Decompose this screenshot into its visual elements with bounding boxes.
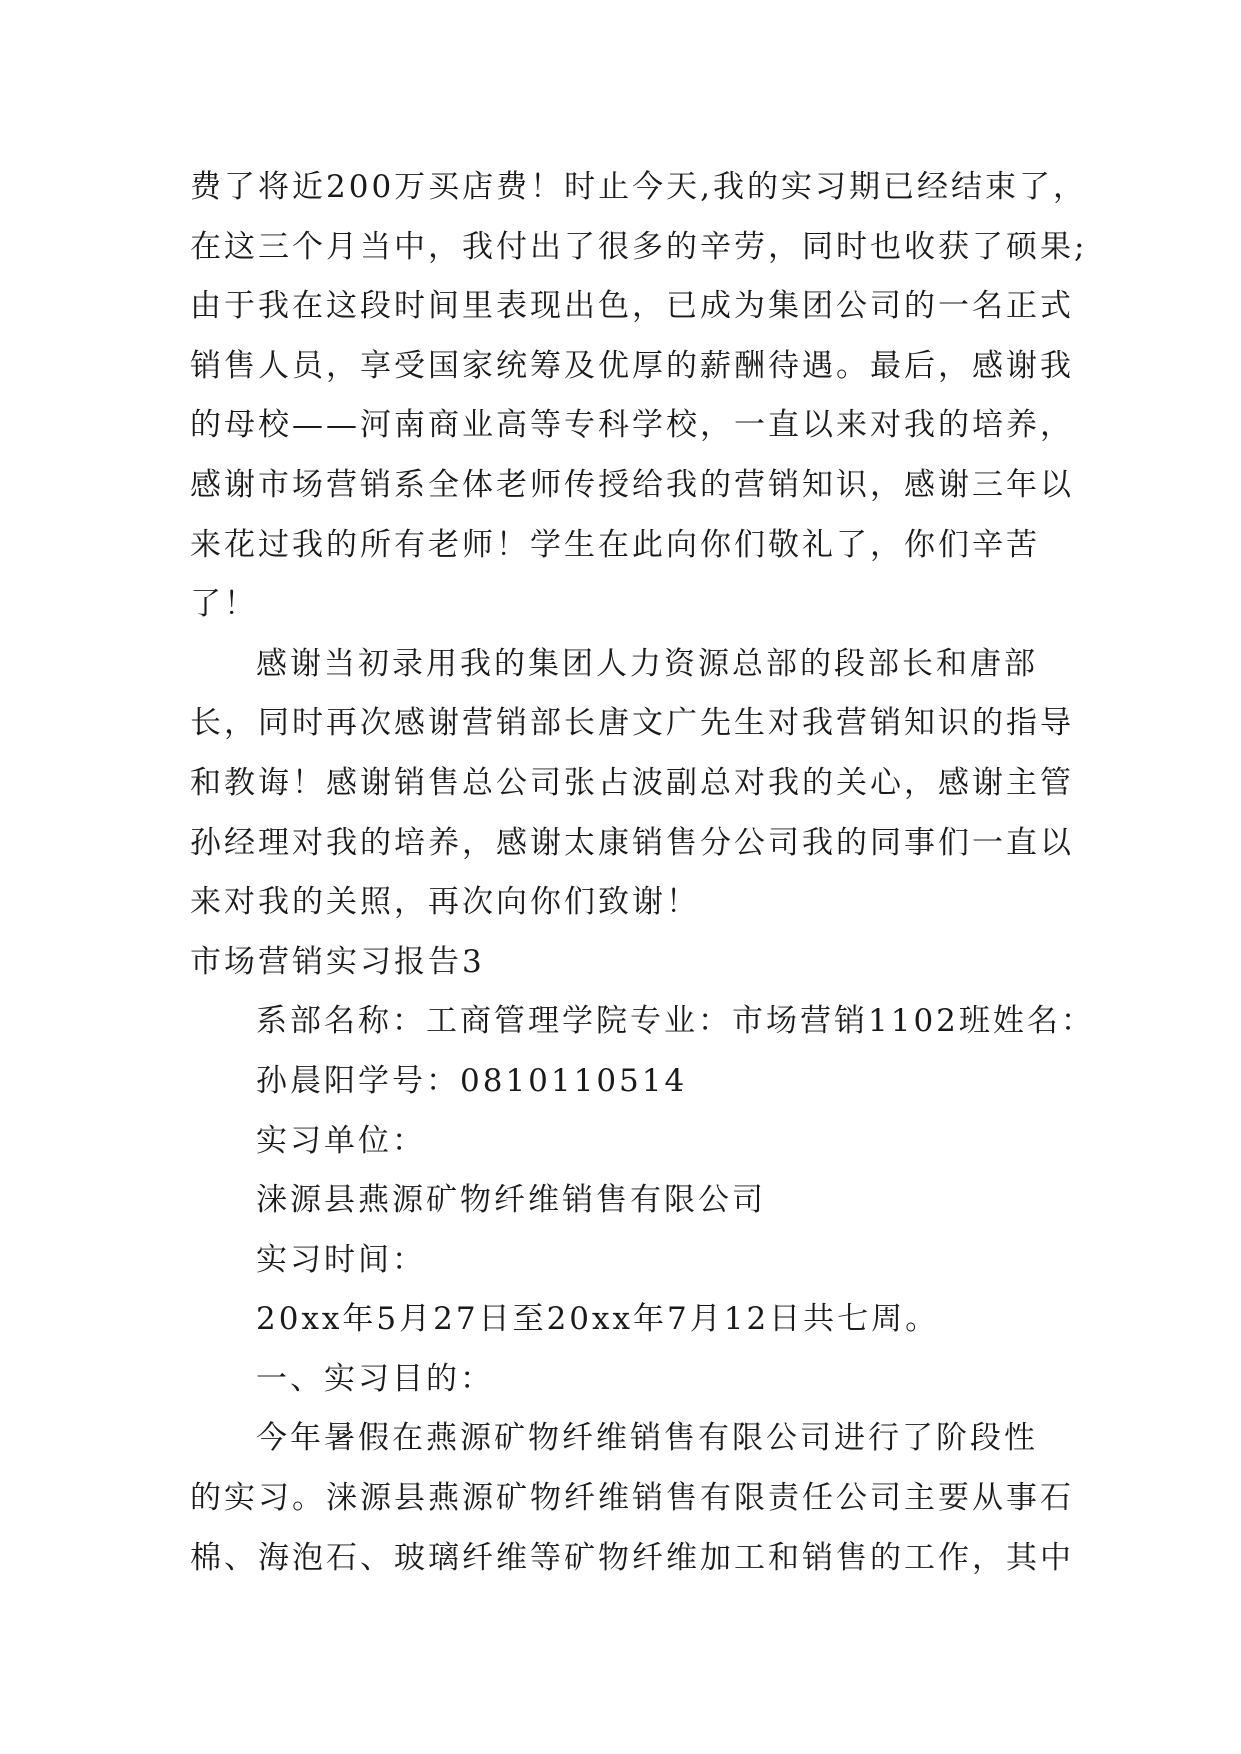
text-line: 由于我在这段时间里表现出色，已成为集团公司的一名正式 [190, 288, 1074, 325]
text-line: 系部名称：工商管理学院专业：市场营销1102班姓名： [256, 1003, 1095, 1040]
text-line: 孙经理对我的培养，感谢太康销售分公司我的同事们一直以 [190, 824, 1074, 861]
text-line: 来花过我的所有老师！学生在此向你们敬礼了，你们辛苦 [190, 526, 1040, 563]
text-line: 在这三个月当中，我付出了很多的辛劳，同时也收获了硕果; [190, 228, 1088, 265]
text-line: 棉、海泡石、玻璃纤维等矿物纤维加工和销售的工作，其中 [190, 1539, 1074, 1576]
document-body [190, 158, 1095, 1588]
text-line: 了！ [190, 586, 258, 623]
text-line: 感谢市场营销系全体老师传授给我的营销知识，感谢三年以 [190, 466, 1074, 503]
text-line: 销售人员，享受国家统筹及优厚的薪酬待遇。最后，感谢我 [190, 347, 1074, 384]
text-line: 今年暑假在燕源矿物纤维销售有限公司进行了阶段性 [256, 1420, 1038, 1457]
text-line: 感谢当初录用我的集团人力资源总部的段部长和唐部 [256, 645, 1038, 682]
text-line: 20xx年5月27日至20xx年7月12日共七周。 [256, 1301, 940, 1338]
text-line: 来对我的关照，再次向你们致谢！ [190, 884, 700, 921]
text-line: 费了将近200万买店费！时止今天,我的实习期已经结束了， [190, 169, 1088, 205]
text-line: 的实习。涞源县燕源矿物纤维销售有限责任公司主要从事石 [190, 1480, 1074, 1517]
text-line: 实习单位： [256, 1122, 426, 1159]
text-line: 的母校——河南商业高等专科学校，一直以来对我的培养， [190, 407, 1074, 444]
text-line: 和教诲！感谢销售总公司张占波副总对我的关心，感谢主管 [190, 764, 1074, 801]
text-line: 长，同时再次感谢营销部长唐文广先生对我营销知识的指导 [190, 705, 1074, 742]
text-line: 涞源县燕源矿物纤维销售有限公司 [256, 1182, 766, 1219]
section-heading: 市场营销实习报告3 [190, 943, 485, 980]
text-line: 孙晨阳学号：0810110514 [256, 1062, 688, 1099]
subsection-heading: 一、实习目的： [256, 1360, 494, 1397]
text-line: 实习时间： [256, 1241, 426, 1278]
